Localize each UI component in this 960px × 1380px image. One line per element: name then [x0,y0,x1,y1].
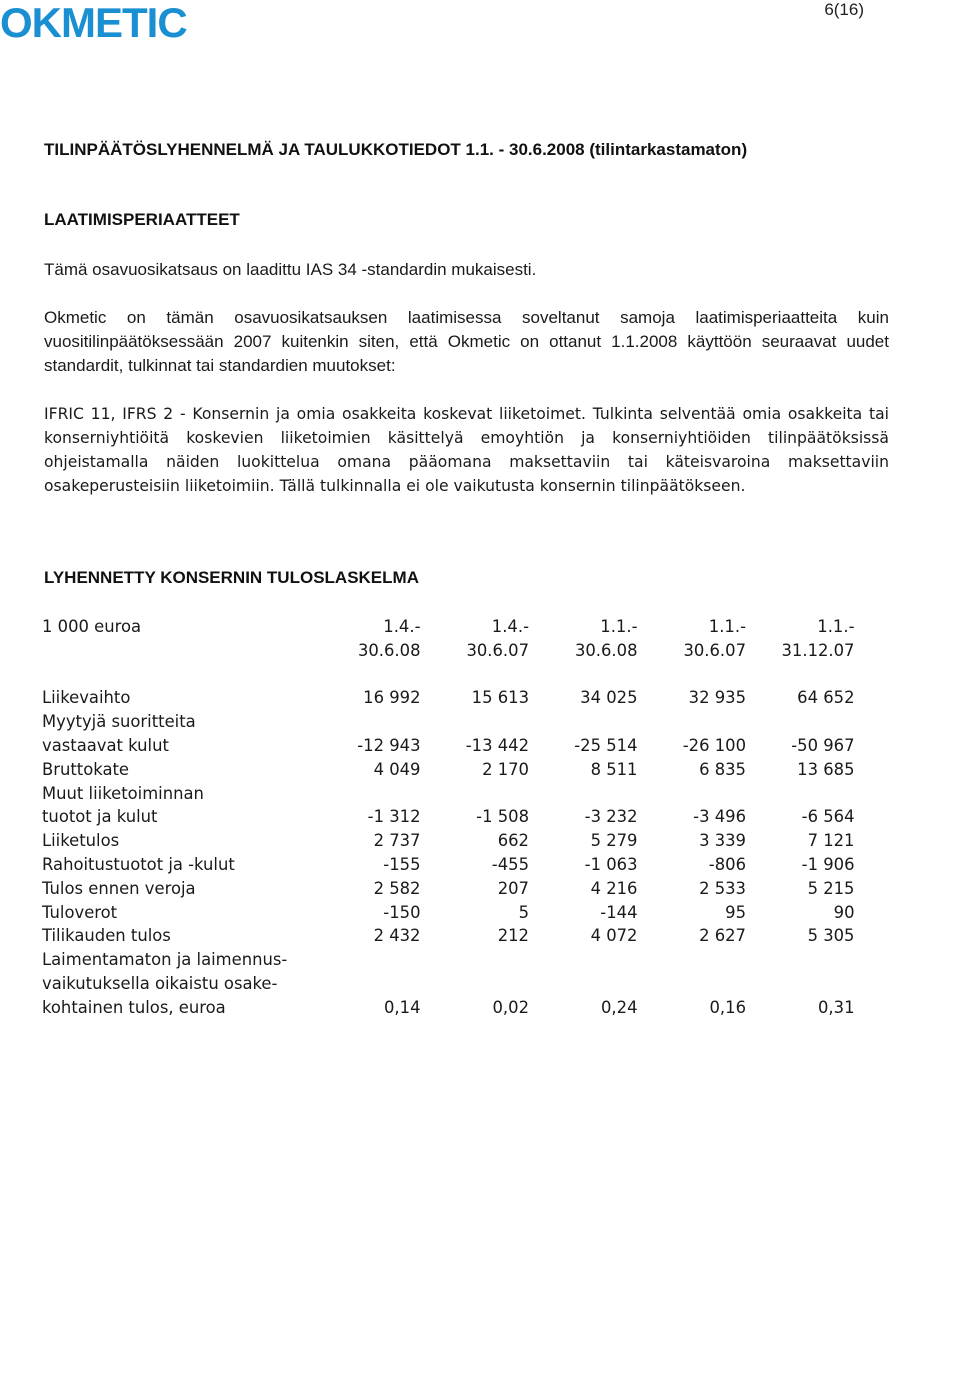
column-header [638,615,747,663]
table-header-row [42,615,855,663]
row-value [746,948,855,972]
row-value: 2 627 [699,926,746,946]
row-value [746,782,855,806]
row-label: Muut liiketoiminnan [42,783,204,803]
income-statement-table [42,615,855,1020]
row-value: -6 564 [801,807,855,827]
income-statement-body [42,686,855,1019]
row-value: 2 432 [373,926,421,946]
row-value: -1 508 [476,807,529,827]
row-value [638,782,747,806]
row-label: Laimentamaton ja laimennus- [42,950,288,970]
row-value: 0,14 [384,997,421,1017]
row-value: 6 835 [699,759,746,779]
column-header-line2: 31.12.07 [781,640,855,660]
table-row [42,782,855,806]
column-header-line1: 1.4.- [491,617,529,636]
row-label: tuotot ja kulut [42,807,158,827]
row-value [638,972,747,996]
row-value: 4 049 [373,759,421,779]
table-row [42,924,855,948]
row-label: vaikutuksella oikaistu osake- [42,973,278,993]
row-value: -806 [708,854,746,874]
row-value: 0,02 [492,997,529,1017]
row-value [529,948,638,972]
page-number: 6(16) [824,0,864,19]
row-value: 2 533 [699,878,746,898]
row-value [312,972,421,996]
row-value [312,710,421,734]
row-value: -3 496 [693,807,746,827]
row-value [529,782,638,806]
row-value: 32 935 [688,688,746,708]
row-value [529,972,638,996]
column-header-line2: 30.6.08 [357,640,421,660]
column-header-line1: 1.1.- [708,617,746,636]
row-value: -455 [491,854,529,874]
row-value [421,710,530,734]
column-header [421,615,530,663]
row-value: 2 737 [373,831,421,851]
table-row [42,805,855,829]
table-row [42,829,855,853]
column-header-line1: 1.1.- [817,617,855,636]
row-value: 16 992 [363,688,421,708]
row-label: Liikevaihto [42,688,131,708]
row-value: 2 582 [373,878,421,898]
row-label: Tilikauden tulos [42,926,171,946]
row-value [312,948,421,972]
column-header [746,615,855,663]
table-row [42,710,855,734]
row-value: 8 511 [590,759,638,779]
row-value: -144 [600,902,638,922]
row-label: Rahoitustuotot ja -kulut [42,854,235,874]
column-header [529,615,638,663]
table-row [42,948,855,972]
row-label: Myytyjä suoritteita [42,712,196,732]
paragraph-ifric11: IFRIC 11, IFRS 2 - Konsernin ja omia osakkeita koskevat liiketoimet. Tulkinta selventää omia osakkeita tai konserniyhtiöitä koskevien liiketoimien käsittelyä emoyhtiön ja konserniyhtiöiden tilinpäätöksissä ohjeistamalla näiden luokittelua omana pääomana maksettaviin tai käteisvaroina maksettaviin osakeperusteisiin liiketoimiin. Tällä tulkinnalla ei ole vaikutusta konsernin tilinpäätökseen. [44,405,889,495]
row-value: 0,31 [818,997,855,1017]
row-value [638,948,747,972]
table-row [42,686,855,710]
row-value [421,782,530,806]
row-value: -13 442 [465,735,529,755]
paragraph-standards: Okmetic on tämän osavuosikatsauksen laatimisessa soveltanut samoja laatimisperiaatteita kuin vuositilinpäätöksessään 2007 kuitenkin siten, että Okmetic on ottanut 1.1.2008 käyttöön seuraavat uudet standardit, tulkinnat tai standardien muutokset: [44,308,889,375]
row-value: -1 063 [584,854,638,874]
row-value: 207 [497,878,529,898]
row-value [746,710,855,734]
row-value [421,972,530,996]
row-value: 64 652 [797,688,855,708]
row-value: -1 312 [367,807,421,827]
table-row [42,901,855,925]
table-row [42,877,855,901]
row-value: -3 232 [584,807,638,827]
row-value: 15 613 [471,688,529,708]
table-row [42,996,855,1020]
row-value: 95 [725,902,746,922]
row-value: 34 025 [580,688,638,708]
paragraph-ias34: Tämä osavuosikatsaus on laadittu IAS 34 -standardin mukaisesti. [44,260,537,279]
row-value [312,782,421,806]
row-value: -155 [383,854,421,874]
row-label: kohtainen tulos, euroa [42,997,226,1017]
table-row [42,853,855,877]
income-statement-heading: LYHENNETTY KONSERNIN TULOSLASKELMA [44,568,419,587]
row-value: -1 906 [801,854,855,874]
row-label: Tuloverot [42,902,118,922]
unit-label: 1 000 euroa [42,617,142,636]
row-value: -26 100 [682,735,746,755]
row-value: -25 514 [574,735,638,755]
row-value: 0,24 [601,997,638,1017]
row-value: 5 215 [807,878,855,898]
row-value: 5 [518,902,529,922]
column-header-line1: 1.1.- [600,617,638,636]
row-label: Tulos ennen veroja [42,878,196,898]
column-header-line2: 30.6.08 [574,640,638,660]
row-value: -50 967 [791,735,855,755]
column-header [312,615,421,663]
row-value: 212 [497,926,529,946]
row-label: vastaavat kulut [42,735,169,755]
row-value: 13 685 [797,759,855,779]
row-value: 5 305 [807,926,855,946]
row-value: 4 216 [590,878,638,898]
row-value: 2 170 [482,759,529,779]
row-value: -12 943 [357,735,421,755]
table-row [42,758,855,782]
row-value [421,948,530,972]
row-value: 662 [497,831,529,851]
table-row [42,972,855,996]
row-label: Bruttokate [42,759,130,779]
row-value: 0,16 [709,997,746,1017]
row-value: 4 072 [590,926,638,946]
row-value [746,972,855,996]
column-header-line2: 30.6.07 [466,640,529,660]
column-header-line2: 30.6.07 [683,640,746,660]
column-header-line1: 1.4.- [383,617,421,636]
row-value: 3 339 [699,831,746,851]
row-value: 7 121 [807,831,855,851]
table-row [42,734,855,758]
section-heading-principles: LAATIMISPERIAATTEET [44,210,240,229]
header-spacer [42,663,855,687]
row-value: 90 [833,902,855,922]
row-value [529,710,638,734]
row-label: Liiketulos [42,831,120,851]
row-value [638,710,747,734]
row-value: 5 279 [590,831,638,851]
company-logo: OKMETIC [0,0,187,46]
row-value: -150 [383,902,421,922]
document-title: TILINPÄÄTÖSLYHENNELMÄ JA TAULUKKOTIEDOT 1.1. - 30.6.2008 (tilintarkastamaton) [44,140,748,159]
